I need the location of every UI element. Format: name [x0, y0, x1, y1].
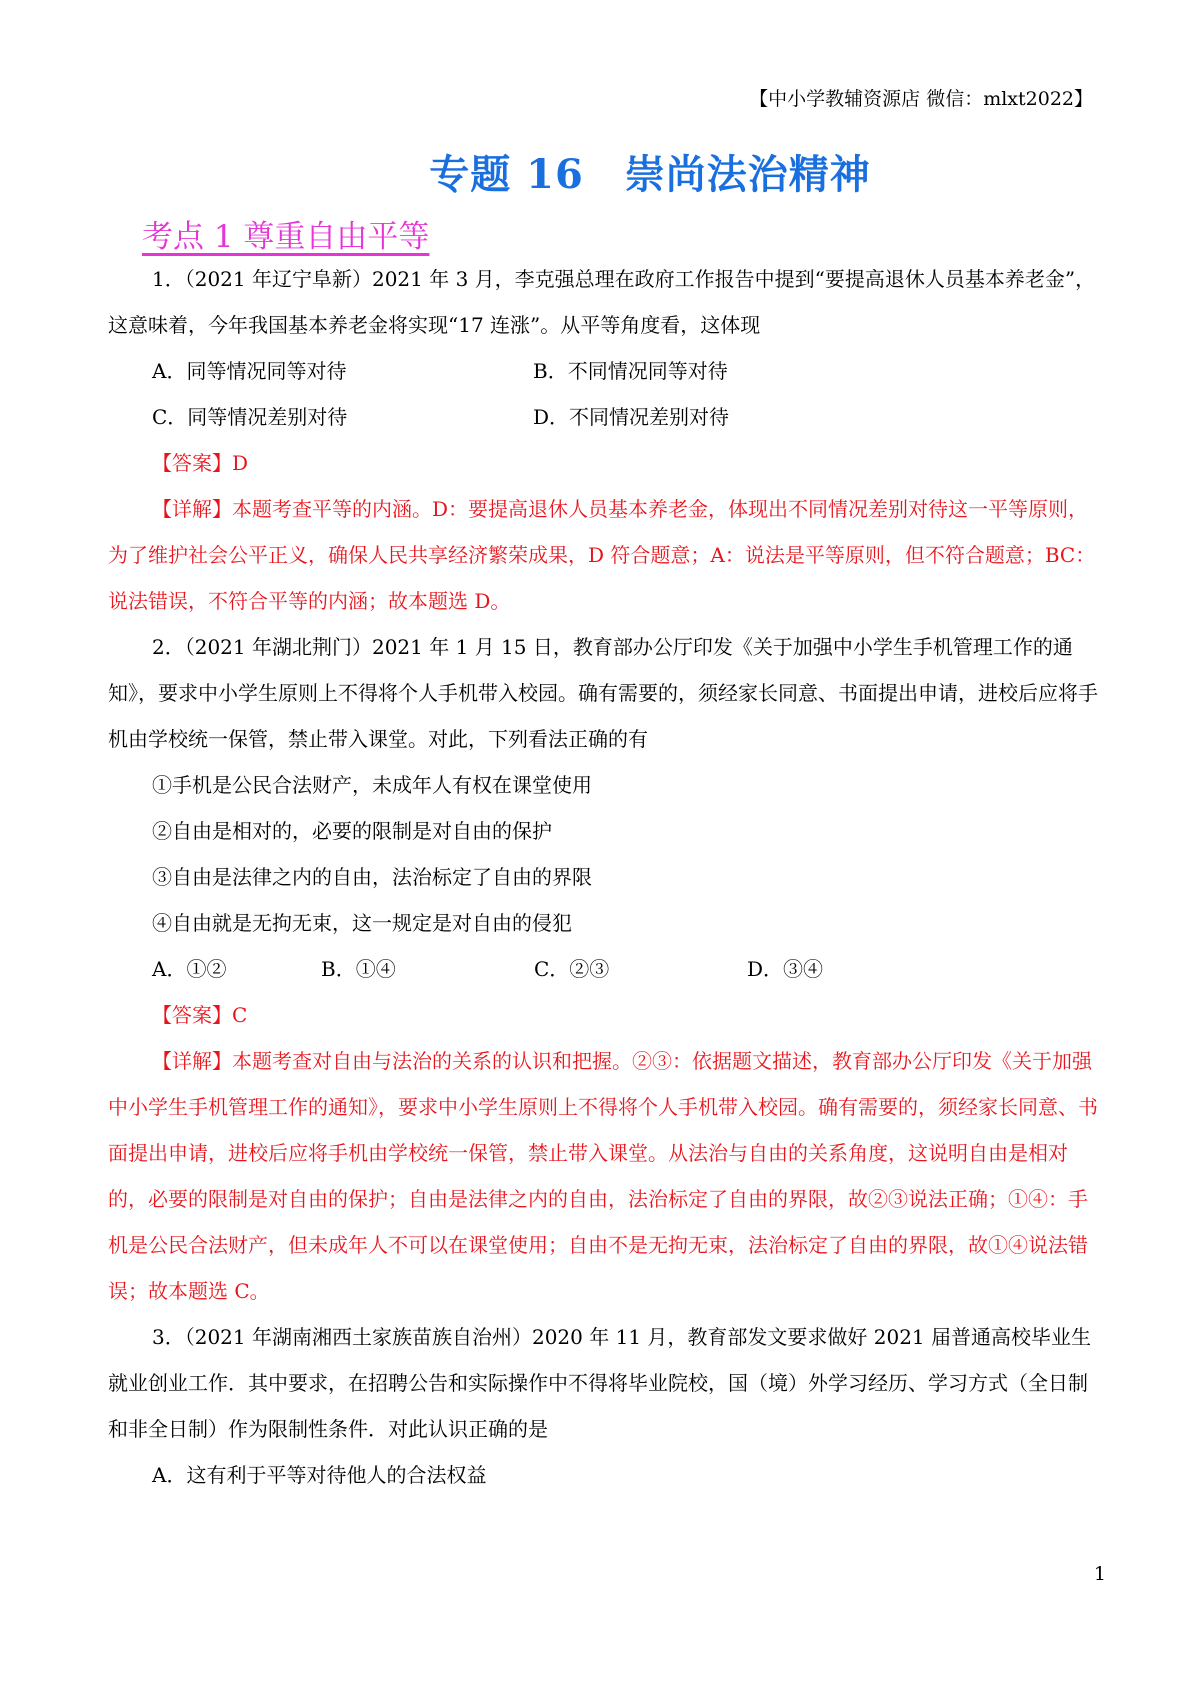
question-1-explanation: 【详解】本题考查平等的内涵。D：要提高退休人员基本养老金，体现出不同情况差别对待这一平等原则，为了维护社会公平正义，确保人民共享经济繁荣成果，D 符合题意；A：说法是平等原则，但不符合题意；BC：说法错误，不符合平等的内涵；故本题选 D。: [108, 497, 1096, 613]
section-title: 考点 1 尊重自由平等: [142, 219, 430, 255]
page-number: 1: [1093, 1563, 1106, 1585]
question-2-option-a: A．①②: [152, 957, 227, 981]
question-2-explanation: 【详解】本题考查对自由与法治的关系的认识和把握。②③：依据题文描述，教育部办公厅印发《关于加强中小学生手机管理工作的通知》，要求中小学生原则上不得将个人手机带入校园。确有需要的，须经家长同意、书面提出申请，进校后应将手机由学校统一保管，禁止带入课堂。从法治与自由的关系角度，这说明自由是相对的，必要的限制是对自由的保护；自由是法律之内的自由，法治标定了自由的界限，故②③说法正确；①④：手机是公民合法财产，但未成年人不可以在课堂使用；自由不是无拘无束，法治标定了自由的界限，故①④说法错误；故本题选 C。: [108, 1049, 1098, 1303]
question-2-statement-1: ①手机是公民合法财产，未成年人有权在课堂使用: [152, 773, 592, 797]
question-1-option-a: A．同等情况同等对待: [152, 359, 347, 383]
page-title: 专题 16 崇尚法治精神: [429, 151, 871, 198]
question-1-stem: 1．（2021 年辽宁阜新）2021 年 3 月，李克强总理在政府工作报告中提到“要提高退休人员基本养老金”，这意味着，今年我国基本养老金将实现“17 连涨”。从平等角度看，这体现: [108, 267, 1096, 337]
header-note: 【中小学教辅资源店 微信：mlxt2022】: [749, 88, 1093, 110]
question-1-option-b: B．不同情况同等对待: [533, 359, 728, 383]
question-1-option-c: C．同等情况差别对待: [152, 405, 348, 429]
question-2-statement-2: ②自由是相对的，必要的限制是对自由的保护: [152, 819, 552, 843]
question-3-option-a: A．这有利于平等对待他人的合法权益: [152, 1463, 487, 1487]
question-1-answer: 【答案】D: [152, 451, 249, 475]
question-2-statement-3: ③自由是法律之内的自由，法治标定了自由的界限: [152, 865, 592, 889]
question-2-option-d: D．③④: [747, 957, 824, 981]
content-body: [108, 256, 1098, 1498]
question-3-stem: 3．（2021 年湖南湘西土家族苗族自治州）2020 年 11 月，教育部发文要求做好 2021 届普通高校毕业生就业创业工作．其中要求，在招聘公告和实际操作中不得将毕业院校，国（境）外学习经历、学习方式（全日制和非全日制）作为限制性条件．对此认识正确的是: [108, 1325, 1092, 1441]
question-2-options-row: [108, 946, 1098, 992]
question-2-statement-4: ④自由就是无拘无束，这一规定是对自由的侵犯: [152, 911, 572, 935]
question-1-options-row-1: [108, 348, 1098, 394]
question-2-stem: 2．（2021 年湖北荆门）2021 年 1 月 15 日，教育部办公厅印发《关于加强中小学生手机管理工作的通知》，要求中小学生原则上不得将个人手机带入校园。确有需要的，须经家长同意、书面提出申请，进校后应将手机由学校统一保管，禁止带入课堂。对此，下列看法正确的有: [108, 635, 1098, 751]
question-2-option-c: C．②③: [534, 957, 610, 981]
question-1-options-row-2: [108, 394, 1098, 440]
question-2-answer: 【答案】C: [152, 1003, 248, 1027]
question-2-option-b: B．①④: [321, 957, 396, 981]
question-1-option-d: D．不同情况差别对待: [533, 405, 730, 429]
